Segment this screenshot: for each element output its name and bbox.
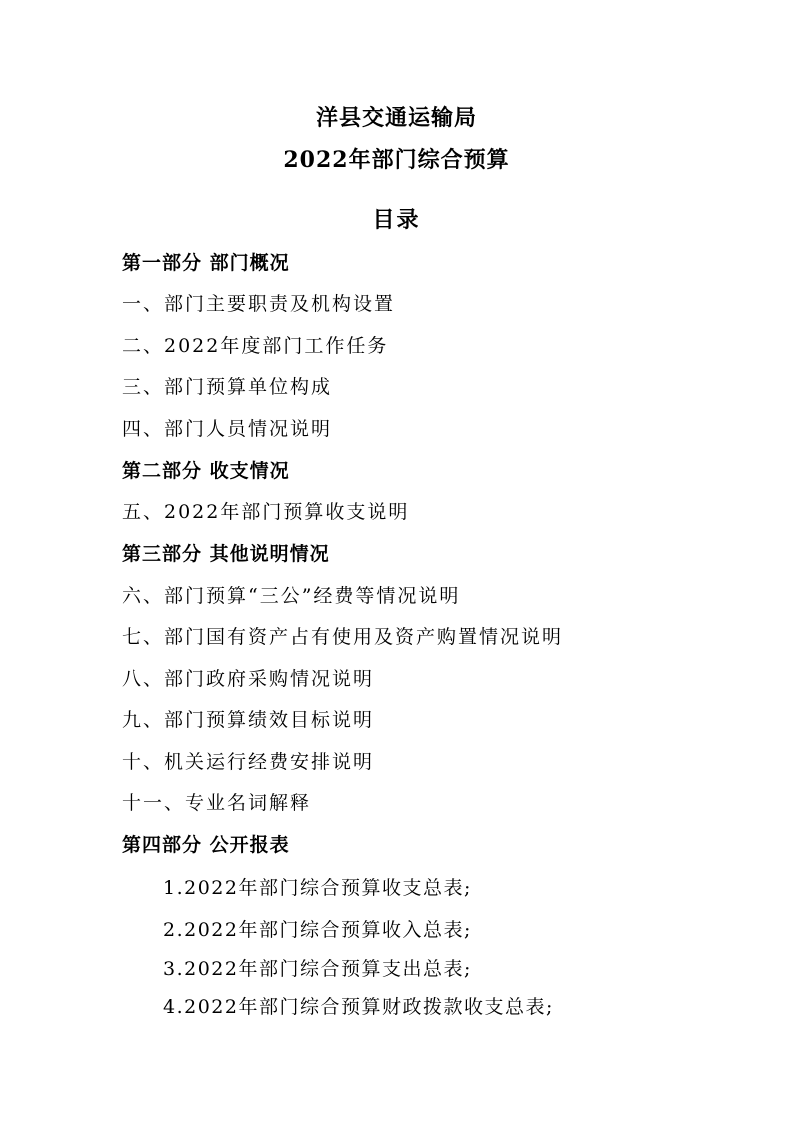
toc-item-1: 一、部门主要职责及机构设置 bbox=[122, 293, 396, 315]
toc-item-5: 五、2022年部门预算收支说明 bbox=[122, 501, 410, 523]
toc-table-4: 4.2022年部门综合预算财政拨款收支总表; bbox=[163, 996, 554, 1018]
table-of-contents-heading: 目录 bbox=[372, 207, 421, 233]
toc-part-3: 第三部分 其他说明情况 bbox=[122, 543, 330, 565]
toc-part-1: 第一部分 部门概况 bbox=[122, 252, 290, 274]
toc-table-1: 1.2022年部门综合预算收支总表; bbox=[163, 877, 472, 899]
toc-item-10: 十、机关运行经费安排说明 bbox=[122, 751, 375, 773]
toc-part-2: 第二部分 收支情况 bbox=[122, 460, 290, 482]
document-title-budget: 2022年部门综合预算 bbox=[283, 147, 510, 173]
toc-part-4: 第四部分 公开报表 bbox=[122, 834, 290, 856]
toc-item-2: 二、2022年度部门工作任务 bbox=[122, 335, 389, 357]
toc-item-3: 三、部门预算单位构成 bbox=[122, 376, 333, 398]
toc-item-8: 八、部门政府采购情况说明 bbox=[122, 668, 375, 690]
toc-item-4: 四、部门人员情况说明 bbox=[122, 418, 333, 440]
toc-table-3: 3.2022年部门综合预算支出总表; bbox=[163, 958, 472, 980]
toc-item-11: 十一、专业名词解释 bbox=[122, 792, 312, 814]
document-title-organization: 洋县交通运输局 bbox=[315, 105, 477, 131]
toc-item-9: 九、部门预算绩效目标说明 bbox=[122, 709, 375, 731]
toc-item-6: 六、部门预算“三公”经费等情况说明 bbox=[122, 585, 461, 607]
toc-table-2: 2.2022年部门综合预算收入总表; bbox=[163, 919, 472, 941]
toc-item-7: 七、部门国有资产占有使用及资产购置情况说明 bbox=[122, 626, 564, 648]
